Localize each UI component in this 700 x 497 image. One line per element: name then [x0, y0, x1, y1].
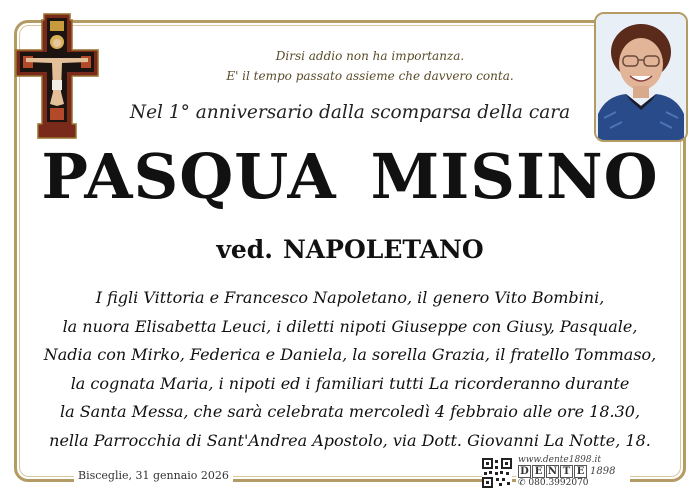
website-text: www.dente1898.it — [518, 455, 601, 465]
first-name: PASQUA — [41, 140, 337, 213]
brand-logo — [518, 465, 628, 478]
last-name: MISINO — [370, 140, 659, 213]
crucifix-icon — [12, 12, 102, 140]
brand-year: 1898 — [590, 466, 616, 477]
married-name-line — [150, 235, 550, 264]
epitaph-quote — [180, 46, 560, 86]
logo-letter: E — [574, 465, 587, 478]
logo-letter: N — [547, 466, 558, 477]
married-name: NAPOLETANO — [282, 235, 484, 264]
quote-line-1: Dirsi addio non ha importanza. — [275, 49, 465, 63]
body-line: la Santa Messa, che sarà celebrata mercoledì 4 febbraio alle ore 18.30, — [59, 402, 641, 422]
logo-letter: T — [560, 465, 573, 478]
quote-line-2: E' il tempo passato assieme che davvero conta. — [226, 69, 514, 83]
body-line: la nuora Elisabetta Leuci, i diletti nipoti Giuseppe con Giusy, Pasquale, — [62, 316, 638, 336]
funeral-home-brand — [516, 455, 630, 489]
widow-prefix: ved. — [216, 235, 273, 264]
place-date: Bisceglie, 31 gennaio 2026 — [74, 469, 233, 482]
body-line: I figli Vittoria e Francesco Napoletano, il genero Vito Bombini, — [95, 288, 605, 307]
anniversary-line: Nel 1° anniversario dalla scomparsa della cara — [129, 102, 571, 123]
body-line: Nadia con Mirko, Federica e Daniela, la sorella Grazia, il fratello Tommaso, — [43, 345, 657, 365]
phone-line — [518, 478, 628, 489]
body-line: nella Parrocchia di Sant'Andrea Apostolo, via Dott. Giovanni La Notte, 18. — [49, 430, 651, 450]
qr-code-icon — [482, 458, 512, 488]
portrait-photo — [594, 12, 688, 142]
phone-icon: ✆ — [518, 478, 529, 488]
logo-letter: E — [532, 465, 545, 478]
logo-letter: D — [518, 465, 531, 478]
phone-number: 080.3992070 — [528, 478, 589, 488]
body-line: la cognata Maria, i nipoti ed i familiari tutti La ricorderanno durante — [70, 373, 630, 393]
announcement-body — [40, 284, 660, 456]
deceased-name — [30, 140, 670, 213]
